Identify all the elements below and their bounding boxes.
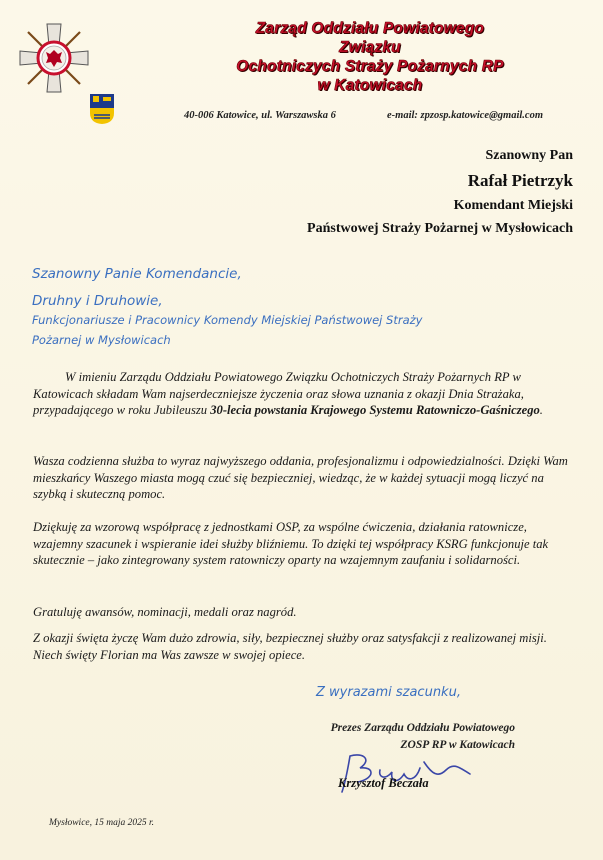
recipient-salutation: Szanowny Pan — [485, 148, 573, 163]
body-paragraph-1-text: W imieniu Zarządu Oddziału Powiatowego Związku Ochotniczych Straży Pożarnych RP w Katowicach składam Wam najserdeczniejsze życzenia oraz słowa uznania z okazji Dnia Strażaka, przypadającego w roku Jubileuszu — [33, 370, 524, 418]
header-email: e-mail: zpzosp.katowice@gmail.com — [387, 110, 544, 121]
body-paragraph-1-bold: 30-lecia powstania Krajowego Systemu Ratowniczo-Gaśniczego — [210, 403, 540, 418]
recipient-name: Rafał Pietrzyk — [467, 171, 573, 190]
closing-phrase: Z wyrazami szacunku, — [316, 685, 461, 700]
header-org-line-4: w Katowicach — [317, 77, 423, 94]
osp-emblem-icon — [18, 22, 90, 94]
recipient-title: Komendant Miejski — [453, 198, 573, 213]
signatory-name: Krzysztof Beczała — [338, 776, 429, 790]
body-paragraph-1 — [33, 369, 578, 419]
greeting-line-4: Pożarnej w Mysłowicach — [32, 333, 171, 347]
place-and-date: Mysłowice, 15 maja 2025 r. — [49, 818, 155, 828]
header-org-line-3: Ochotniczych Straży Pożarnych RP — [236, 58, 504, 75]
greeting-line-3: Funkcjonariusze i Pracownicy Komendy Miejskiej Państwowej Straży — [32, 313, 423, 327]
header-org-line-2: Związku — [339, 39, 401, 56]
recipient-institution: Państwowej Straży Pożarnej w Mysłowicach — [307, 221, 573, 236]
body-paragraph-2: Wasza codzienna służba to wyraz najwyższego oddania, profesjonalizmu i odpowiedzialności. Dzięki Wam mieszkańcy Waszego miasta mogą czuć się bezpieczniej, wiedząc, że w każdej sytuacji mogą liczyć na szybką i skuteczną pomoc. — [33, 454, 568, 502]
signatory-role-line-1: Prezes Zarządu Oddziału Powiatowego — [330, 722, 515, 734]
greeting-line-2: Druhny i Druhowie, — [32, 293, 163, 309]
body-paragraph-5: Z okazji święta życzę Wam dużo zdrowia, siły, bezpiecznej służby oraz satysfakcji z realizowanej misji. Niech święty Florian ma Was zawsze w swojej opiece. — [33, 631, 547, 662]
katowice-coat-of-arms-icon — [89, 93, 115, 125]
body-paragraph-3: Dziękuję za wzorową współpracę z jednostkami OSP, za wspólne ćwiczenia, działania ratownicze, wzajemny szacunek i wspieranie idei służby bliźniemu. To dzięki tej współpracy KSRG funkcjonuje tak skutecznie – jako zintegrowany system ratowniczy oparty na wzajemnym zaufaniu i solidarności. — [33, 520, 549, 568]
greeting-line-1: Szanowny Panie Komendancie, — [32, 266, 242, 282]
body-paragraph-1-end: . — [539, 403, 543, 418]
signatory-role-line-2: ZOSP RP w Katowicach — [400, 739, 515, 751]
body-paragraph-4: Gratuluję awansów, nominacji, medali oraz nagród. — [33, 605, 297, 619]
header-org-line-1: Zarząd Oddziału Powiatowego — [255, 20, 485, 37]
header-address: 40-006 Katowice, ul. Warszawska 6 — [184, 110, 336, 121]
